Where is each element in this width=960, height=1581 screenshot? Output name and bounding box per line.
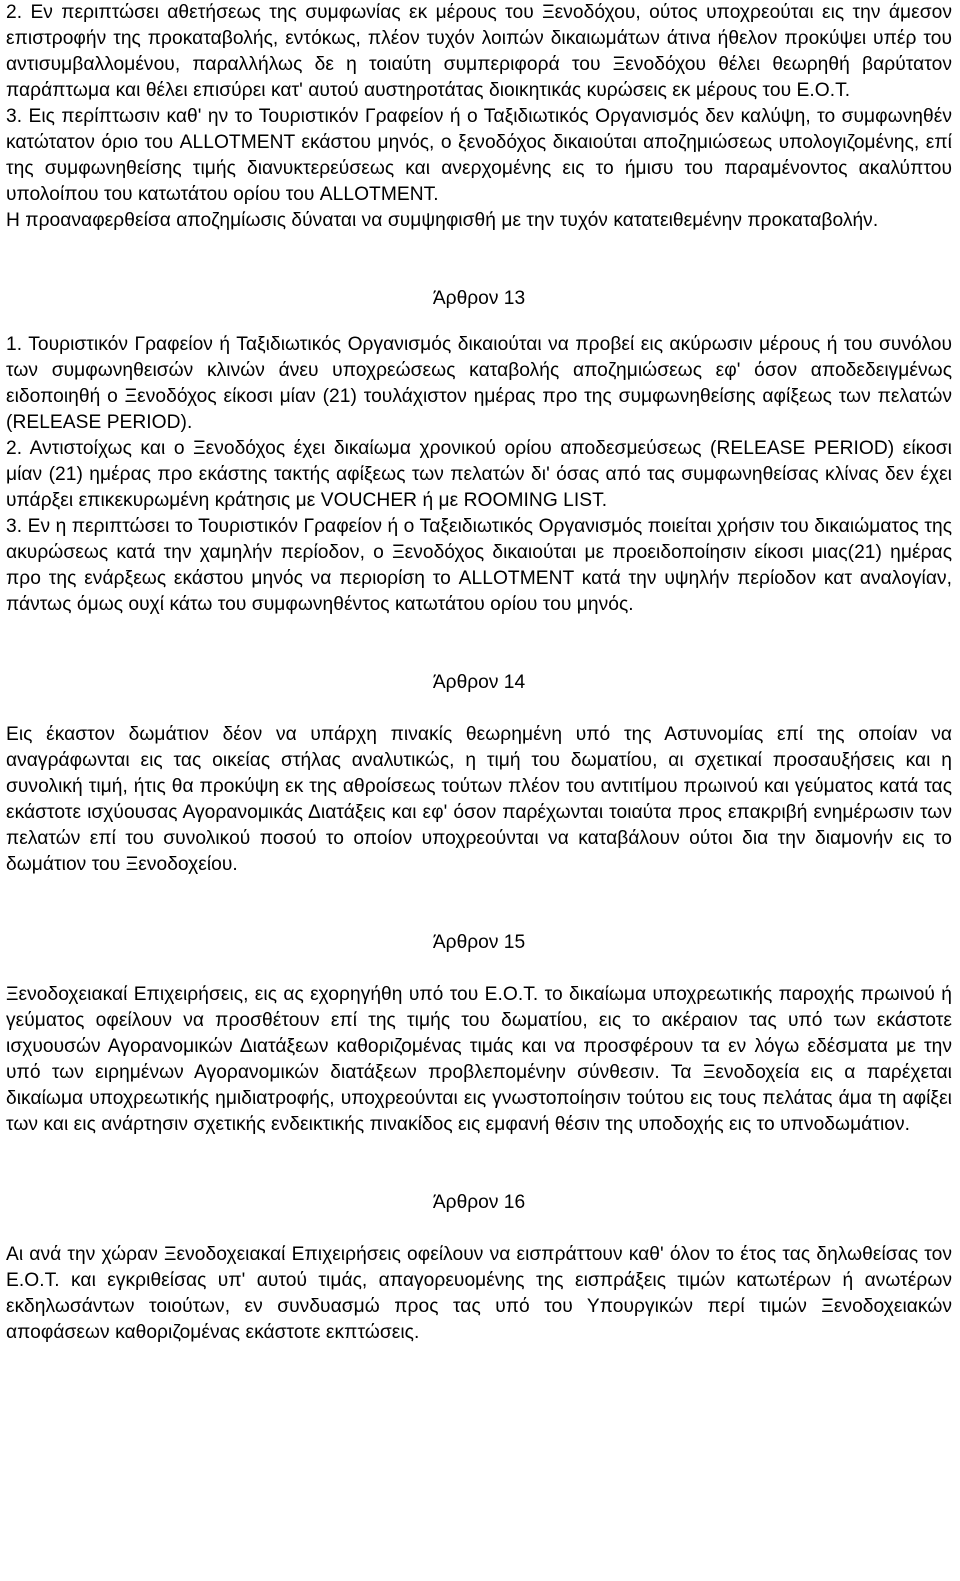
paragraph-article12-3: 3. Εις περίπτωσιν καθ' ην το Τουριστικόν Γραφείον ή ο Ταξιδιωτικός Οργανισμός δεν καλύψη, το συμφωνηθέν κατώτατον όριο του ALLOTMENT εκάστου μηνός, ο ξενοδόχος δικαιούται αποζημιώσεως υπολογιζομένης, επί της συμφωνηθείσης τιμής διανυκτερεύσεως και ανερχομένης εις το ήμισυ του παραμένοντος ακαλύπτου υπολοίπου του κατωτάτου ορίου του ALLOTMENT. xyxy=(6,106,952,205)
article-14 xyxy=(6,670,952,878)
article-13-paragraph-2: 2. Αντιστοίχως και ο Ξενοδόχος έχει δικαίωμα χρονικού ορίου αποδεσμεύσεως (RELEASE PERIOD) είκοσι μίαν (21) ημέρας προ εκάστης τακτής αφίξεως των πελατών δι' όσας από τας συμφωνηθείσας κλίνας δεν έχει υπάρξει επικεκυρωμένη κράτησις με VOUCHER ή με ROOMING LIST. xyxy=(6,438,952,511)
paragraph-article12-2: 2. Εν περιπτώσει αθετήσεως της συμφωνίας εκ μέρους του Ξενοδόχου, ούτος υποχρεούται εις την άμεσον επιστροφήν της προκαταβολής, εντόκως, πλέον τυχόν λοιπών δικαιωμάτων άτινα ήθελον προκύψει υπέρ του αντισυμβαλλομένου, παραλλήλως δε η τοιαύτη συμπεριφορά του Ξενοδόχου θέλει θεωρηθή βαρύτατον παράπτωμα και θέλει επισύρει κατ' αυτού αυστηροτάτας διοικητικάς κυρώσεις εκ μέρους του Ε.Ο.Τ. xyxy=(6,2,952,101)
article-15-paragraph-1: Ξενοδοχειακαί Επιχειρήσεις, εις ας εχορηγήθη υπό του Ε.Ο.Τ. το δικαίωμα υποχρεωτικής παροχής πρωινού ή γεύματος οφείλουν να προσθέτουν επί της τιμής του δωματίου, εις το ακέραιον τας υπό των εκάστοτε ισχυουσών Αγορανομικών Διατάξεων καθοριζομένας τιμάς και να προσφέρουν τα εν λόγω εδέσματα με την υπό των ειρημένων Αγορανομικών διατάξεων προβλεπομένην σύνθεσιν. Τα Ξενοδοχεία εις α παρέχεται δικαίωμα υποχρεωτικής ημιδιατροφής, υποχρεούνται εις γνωστοποίησιν τούτου εις τους πελάτας άμα τη αφίξει των και εις ανάρτησιν σχετικής ενδεικτικής πινακίδος εις εμφανή θέσιν της υποδοχής εις το υπνοδωμάτιον. xyxy=(6,984,952,1135)
document-page xyxy=(6,0,952,1346)
article-14-title: Άρθρον 14 xyxy=(432,672,526,693)
article-15 xyxy=(6,930,952,1138)
article-16 xyxy=(6,1190,952,1346)
article-13 xyxy=(6,286,952,618)
article-13-title: Άρθρον 13 xyxy=(432,288,526,309)
article-13-paragraph-3: 3. Εν η περιπτώσει το Τουριστικόν Γραφείον ή ο Ταξειδιωτικός Οργανισμός ποιείται χρήσιν του δικαιώματος της ακυρώσεως κατά την χαμηλήν περίοδον, ο Ξενοδόχος δικαιούται με προειδοποίησιν είκοσι μιας(21) ημέρας προ της ενάρξεως εκάστου μηνός να περιορίση το ALLOTMENT κατά την υψηλήν περίοδον κατ αναλογίαν, πάντως όμως ουχί κάτω του συμφωνηθέντος κατωτάτου ορίου του μηνός. xyxy=(6,516,952,615)
article-15-title: Άρθρον 15 xyxy=(432,932,526,953)
article-16-title: Άρθρον 16 xyxy=(432,1192,526,1213)
intro-section xyxy=(6,0,952,234)
paragraph-article12-offset: Η προαναφερθείσα αποζημίωσις δύναται να συμψηφισθή με την τυχόν κατατειθεμένην προκαταβολήν. xyxy=(6,210,879,231)
article-14-paragraph-1: Εις έκαστον δωμάτιον δέον να υπάρχη πινακίς θεωρημένη υπό της Αστυνομίας επί της οποίαν να αναγράφωνται εις τας οικείας στήλας αναλυτικώς, η τιμή του δωματίου, αι σχετικαί προσαυξήσεις και η συνολική τιμή, ήτις θα προκύψη εκ της αθροίσεως τούτων πλέον του αντιτίμου πρωινού και γεύματος κατά τας εκάστοτε ισχύουσας Αγορανομικάς Διατάξεις και εφ' όσον παρέχωνται τοιαύτα προς επακριβή ενημέρωσιν των πελατών επί του συνολικού ποσού το οποίον υποχρεούνται να καταβάλουν ούτοι δια την διαμονήν εις το δωμάτιον του Ξενοδοχείου. xyxy=(6,724,952,875)
article-13-paragraph-1: 1. Τουριστικόν Γραφείον ή Ταξιδιωτικός Οργανισμός δικαιούται να προβεί εις ακύρωσιν μέρους ή του συνόλου των συμφωνηθεισών κλινών άνευ υποχρεώσεως καταβολής αποζημιώσεως εφ' όσον αποδεδειγμένως ειδοποιηθή ο Ξενοδόχος είκοσι μίαν (21) τουλάχιστον ημέρας προ της συμφωνηθείσης αφίξεως των πελατών (RELEASE PERIOD). xyxy=(6,334,952,433)
article-16-paragraph-1: Αι ανά την χώραν Ξενοδοχειακαί Επιχειρήσεις οφείλουν να εισπράττουν καθ' όλον το έτος τας δηλωθείσας τον Ε.Ο.Τ. και εγκριθείσας υπ' αυτού τιμάς, απαγορευομένης της εισπράξεις τιμών κατωτέρων ή ανωτέρων εκδηλωσάντων τοιούτων, εν συνδυασμώ προς τας υπό του Υπουργικών περί τιμών Ξενοδοχειακών αποφάσεων καθοριζομένας εκάστοτε εκπτώσεις. xyxy=(6,1244,952,1343)
